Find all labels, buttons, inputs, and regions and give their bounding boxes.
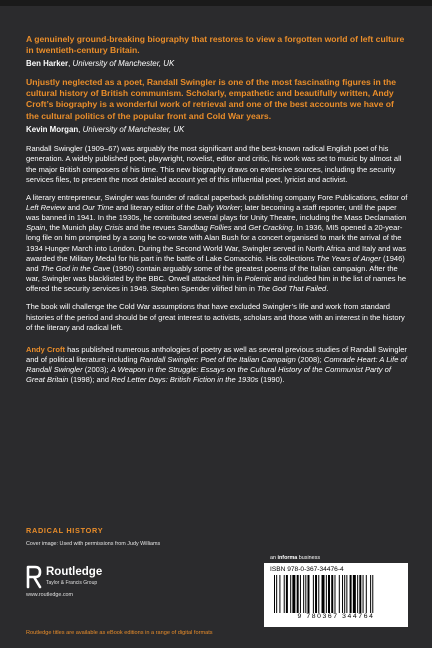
barcode-bar xyxy=(357,575,358,613)
barcode-bar xyxy=(334,575,335,613)
barcode-bar xyxy=(366,575,367,613)
isbn-label: ISBN 978-0-367-34476-4 xyxy=(270,566,344,573)
barcode-bar xyxy=(331,575,333,613)
publisher-group: Taylor & Francis Group xyxy=(46,579,98,586)
back-cover-text xyxy=(26,34,408,386)
series-title: RADICAL HISTORY xyxy=(26,526,104,535)
barcode-bar xyxy=(328,575,330,613)
quote-1-attribution: Ben Harker, University of Manchester, UK xyxy=(26,59,175,69)
author-bio: Andy Croft has published numerous anthologies of poetry as well as several previous studies of Randall Swingler and of political literature including Randall Swingler: Poet of the Italian Campaign (2008); Comrade Heart: A Life of Randall Swingler (2003); A Weapon in the Struggle: Essays on the Cultural History of the Communist Party of Great Britain (1998); and Red Letter Days: British Fiction in the 1930s (1990). xyxy=(26,344,407,385)
barcode-bar xyxy=(290,575,291,613)
quote-1-author: Ben Harker xyxy=(26,59,69,69)
barcode-box xyxy=(264,563,408,627)
quote-2: Unjustly neglected as a poet, Randall Swingler is one of the most fascinating figures in the cultural history of British communism. Scholarly, empathetic and beautifully written, Andy Croft’s biography is a wonderful work of retrieval and one of the best accounts we have of the cultural politics of the popular front and Cold War years. xyxy=(26,76,397,121)
barcode-bar xyxy=(372,575,373,613)
barcode-bar xyxy=(359,575,361,613)
barcode-bar xyxy=(344,575,345,613)
barcode-bar xyxy=(318,575,319,613)
top-stripe xyxy=(0,0,432,6)
barcode-bar xyxy=(274,575,275,613)
ebook-note: Routledge titles are available as eBook editions in a range of digital formats xyxy=(26,630,213,636)
barcode-bar xyxy=(370,575,371,613)
barcode-bar xyxy=(339,575,340,613)
barcode-bar xyxy=(286,575,288,613)
description-paragraph-1: Randall Swingler (1909–67) was arguably the most significant and the best-known radical English poet of his generation. A widely published poet, playwright, novelist, editor and critic, his work was set to music by almost all the major British composers of his time. This new biography draws on extensive sources, including the security services files, to present the most detailed account yet of this influential poet, lyricist and activist. xyxy=(26,144,402,184)
barcode-bar xyxy=(292,575,295,613)
cover-credit: Cover image: Used with permissions from Judy Williams xyxy=(26,541,161,547)
barcode-bar xyxy=(315,575,317,613)
barcode-bar xyxy=(284,575,285,613)
informa-tagline: an informa business xyxy=(270,555,321,561)
quote-2-affiliation: University of Manchester, UK xyxy=(82,124,185,134)
barcode-bar xyxy=(346,575,347,613)
routledge-r-icon xyxy=(26,565,42,589)
barcode-bar xyxy=(350,575,352,613)
barcode-bar xyxy=(279,575,280,613)
barcode-bar xyxy=(300,575,301,613)
quote-2-attribution: Kevin Morgan, University of Manchester, UK xyxy=(26,124,185,134)
barcode-bar xyxy=(276,575,277,613)
barcode-bar xyxy=(297,575,299,613)
barcode-bar xyxy=(363,575,364,613)
routledge-logo xyxy=(26,565,176,601)
barcode-digits: 9 780367 344764 xyxy=(297,613,375,620)
quote-1: A genuinely ground-breaking biography that restores to view a forgotten world of left culture in twentieth-century Britain. xyxy=(26,34,405,56)
barcode-bar xyxy=(342,575,343,613)
author-name: Andy Croft xyxy=(26,344,65,354)
publisher-name: Routledge xyxy=(46,566,103,578)
description-paragraph-3: The book will challenge the Cold War assumptions that have excluded Swingler’s life and work from standard histories of the period and should be of great interest to activists, scholars and those with an interest in the history of the literary and radical left. xyxy=(26,302,405,332)
barcode-bar xyxy=(303,575,304,613)
barcode-bar xyxy=(353,575,356,613)
publisher-url: www.routledge.com xyxy=(26,592,74,598)
quote-1-affiliation: University of Manchester, UK xyxy=(72,59,175,69)
barcode-bar xyxy=(322,575,325,613)
barcode-icon xyxy=(274,575,398,613)
quote-2-author: Kevin Morgan xyxy=(26,124,79,134)
barcode-bar xyxy=(326,575,327,613)
barcode-bar xyxy=(307,575,309,613)
barcode-bar xyxy=(305,575,306,613)
description-paragraph-2: A literary entrepreneur, Swingler was founder of radical paperback publishing company Fore Publications, editor of Left Review and Our Time and literary editor of the Daily Worker; later becoming a staff reporter, until the paper was banned in 1941. In the 1930s, he contributed several plays for Unity Theatre, including the Mass Declamation Spain, the Munich play Crisis and the revues Sandbag Follies and Get Cracking. In 1936, MI5 opened a 20-year-long file on him prompted by a song he co-wrote with Alan Bush for a concert organised to mark the arrival of the 1934 Hunger March into London. During the Second World War, Swingler served in North Africa and Italy and was awarded the Military Medal for his part in the battle of Lake Comacchio. His collections The Years of Anger (1946) and The God in the Cave (1950) contain arguably some of the greatest poems of the Italian campaign. After the war, Swingler was blacklisted by the BBC. Orwell attacked him in Polemic and included him in the list of names he offered the security services in 1949. Stephen Spender vilified him in The God That Failed. xyxy=(26,192,408,294)
barcode-bar xyxy=(313,575,314,613)
